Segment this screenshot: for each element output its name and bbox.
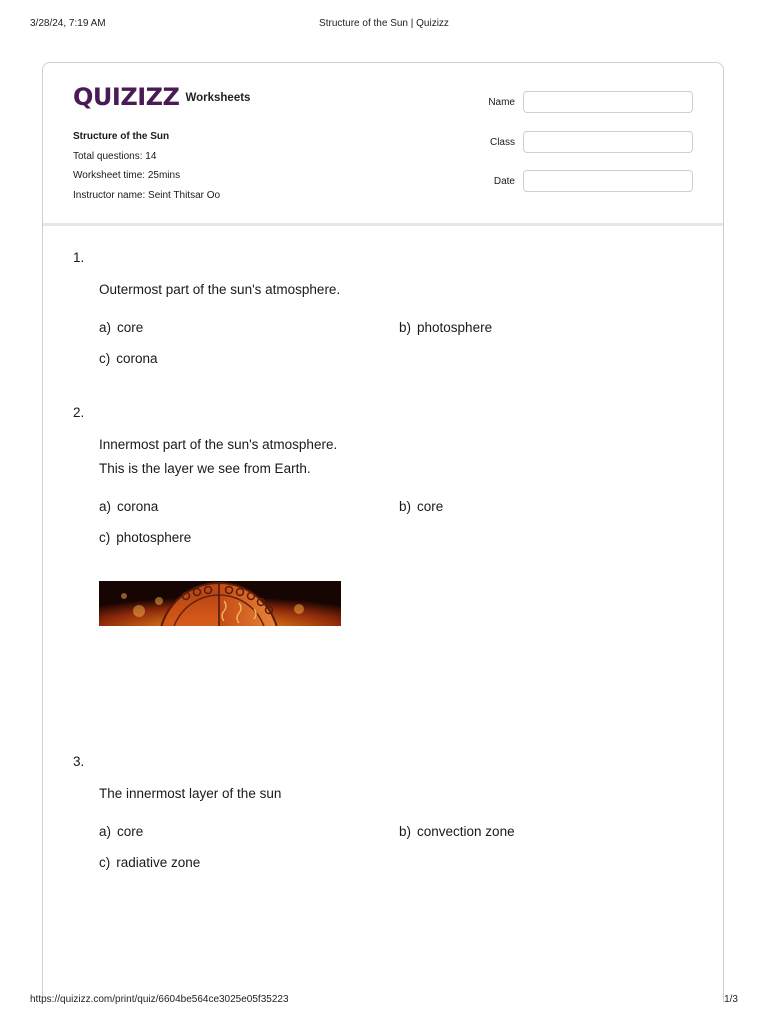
option-text: core [117, 824, 144, 839]
question-text [99, 782, 281, 806]
option-letter: a) [99, 320, 112, 335]
option-c [99, 351, 158, 366]
question-line: Outermost part of the sun's atmosphere. [99, 282, 341, 297]
question-number: 3. [73, 754, 85, 769]
print-page-number: 1/3 [724, 994, 738, 1005]
question-1 [73, 250, 693, 380]
option-text: photosphere [116, 530, 192, 545]
question-number: 2. [73, 405, 85, 420]
option-a [99, 824, 143, 839]
option-text: core [117, 320, 144, 335]
instructor-name: Instructor name: Seint Thitsar Oo [73, 189, 221, 201]
option-letter: a) [99, 499, 112, 514]
option-a [99, 320, 143, 335]
question-text [99, 433, 337, 481]
worksheet-header [43, 63, 723, 226]
option-b [399, 824, 515, 839]
option-letter: b) [399, 824, 412, 839]
worksheet-card [42, 62, 724, 1002]
name-input[interactable] [523, 91, 693, 113]
option-text: convection zone [417, 824, 515, 839]
question-2 [73, 405, 693, 555]
option-letter: a) [99, 824, 112, 839]
worksheet-title: Structure of the Sun [73, 131, 170, 142]
option-text: core [417, 499, 444, 514]
date-input[interactable] [523, 170, 693, 192]
name-label: Name [488, 96, 515, 108]
question-line: This is the layer we see from Earth. [99, 461, 311, 476]
print-header [30, 18, 738, 29]
brand-logo [73, 85, 250, 109]
print-title: Structure of the Sun | Quizizz [319, 18, 449, 29]
option-letter: b) [399, 320, 412, 335]
worksheet-time: Worksheet time: 25mins [73, 170, 181, 181]
option-letter: c) [99, 855, 111, 870]
print-footer [30, 994, 738, 1005]
option-text: photosphere [417, 320, 493, 335]
print-datetime: 3/28/24, 7:19 AM [30, 18, 106, 29]
name-field [455, 91, 693, 113]
worksheets-tag: Worksheets [185, 92, 251, 104]
option-b [399, 499, 443, 514]
question-number: 1. [73, 250, 85, 265]
question-line: Innermost part of the sun's atmosphere. [99, 437, 338, 452]
date-label: Date [493, 175, 515, 187]
option-c [99, 855, 200, 870]
question-3 [73, 754, 693, 884]
class-label: Class [489, 136, 515, 148]
worksheet-meta [73, 127, 220, 205]
print-url: https://quizizz.com/print/quiz/6604be564ce3025e05f35223 [30, 994, 289, 1005]
quizizz-logo: QUIZIZZ [73, 83, 180, 111]
option-b [399, 320, 492, 335]
option-text: radiative zone [116, 855, 201, 870]
option-text: corona [116, 351, 158, 366]
option-a [99, 499, 158, 514]
class-input[interactable] [523, 131, 693, 153]
sun-layers-image [99, 581, 341, 626]
option-letter: c) [99, 351, 111, 366]
total-questions: Total questions: 14 [73, 150, 157, 162]
sun-layers-illustration [99, 581, 341, 626]
option-text: corona [117, 499, 159, 514]
option-c [99, 530, 191, 545]
question-text [99, 278, 340, 302]
question-line: The innermost layer of the sun [99, 786, 282, 801]
class-field [455, 131, 693, 153]
option-letter: b) [399, 499, 412, 514]
date-field [455, 170, 693, 192]
option-letter: c) [99, 530, 111, 545]
